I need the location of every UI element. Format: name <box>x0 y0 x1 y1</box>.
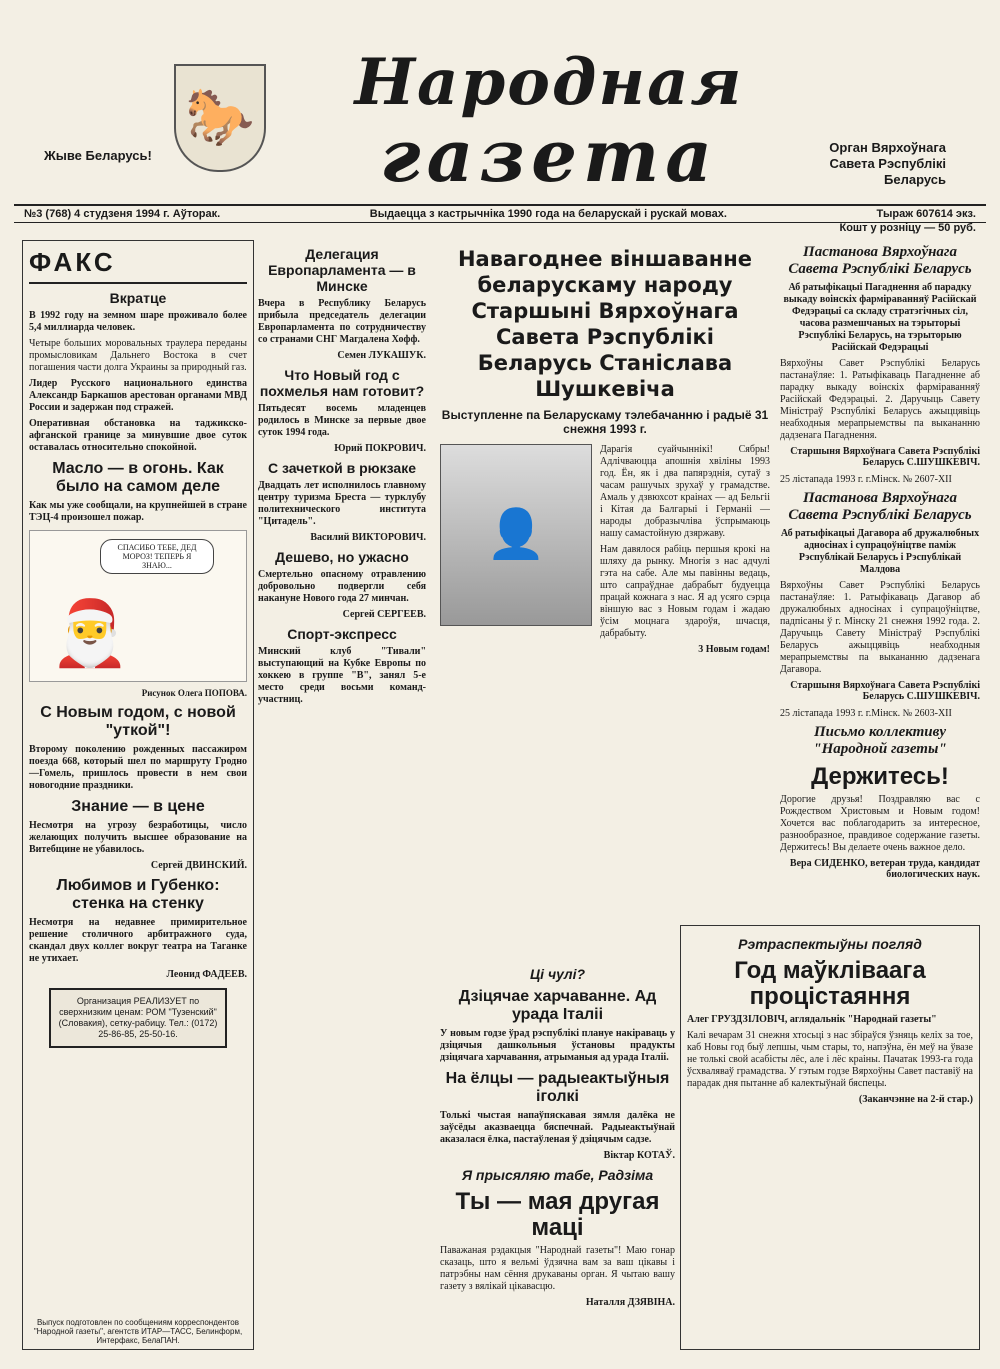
main-article-subtitle: Выступленне па Беларускаму тэлебачанню і радыё 31 снежня 1993 г. <box>441 408 769 436</box>
article-text: Дарагія суайчыннікі! Сябры! Адлічваюцца апошнія хвіліны 1993 год. Ён, як і два папярэднія, сутаў з часам рашучых зрухаў у грамадстве. Амаль у дзвюхсот краінах — ад Бельгіі і Кітая да Балгарыі і Германіі — народы добразычліва ўспрымаюць нашу самастойную дзяржаву. <box>600 444 770 539</box>
cartoon-figure-icon: 🎅 <box>50 598 130 669</box>
article-text: Лидер Русского национального единства Александр Баркашов арестован органами МВД России и задержан под стражей. <box>29 378 247 413</box>
issue-number: №3 (768) 4 студзеня 1994 г. Аўторак. <box>24 208 221 220</box>
price: Кошт у розніцу — 50 руб. <box>839 222 976 234</box>
article-text: Смертельно опасному отравлению добровольно подвергли себя накануне Нового года 27 минчан. <box>258 569 426 604</box>
article-heading: Любимов и Губенко: стенка на стенку <box>56 877 220 912</box>
article-text: Пятьдесят восемь младенцев родилось в Минске за первые двое суток 1994 года. <box>258 403 426 438</box>
byline: Віктар КОТАЎ. <box>603 1150 675 1161</box>
decree-subject: Аб ратыфікацыі Дагавора аб дружалюбных адносінах і супрацоўніцтве паміж Рэспублікай Беларусь і Рэспублікай Малдова <box>780 528 980 575</box>
decree-subject: Аб ратыфікацыі Пагаднення аб парадку выкаду воінскіх фарміраванняў Расійскай Федэрацыі са складу стратэгічных сіл, часова размешчаных на тэрыторыі Рэспублікі Беларусь, на тэрыторыю Расійскай Федэрацыі <box>783 282 977 353</box>
article-heading: Знание — в цене <box>71 798 205 815</box>
article-text: Толькі чыстая напаўпяскавая зямля далёка не заўсёды аказваецца бяспечнай. Радыеактыўнай аказалася ёлка, пастаўленая ў дзіцячым садзе. <box>440 1110 675 1145</box>
coat-of-arms-icon: 🐎 <box>174 64 266 172</box>
fax-footnote: Выпуск подготовлен по сообщениям корреспондентов "Народной газеты", агентств ИТАР—ТАСС, Белинформ, Интерфакс, БелаПАН. <box>33 1318 243 1345</box>
article-text: Второму поколению рожденных пассажиром поезда 668, который шел по маршруту Гродно—Гомель, пришлось провести в нем свои новогодние праздники. <box>29 744 247 791</box>
article-text: Минский клуб "Тивали" выступающий на Кубке Европы по хоккею в группе "B", занял 5-е место среди восьми команд-участниц. <box>258 646 426 705</box>
article-text: Нам давялося рабіць першыя крокі на шляху да рынку. Многія з нас адчулі гэта на сабе. Але мы павінны ведаць, што сапраўднае дабрабыт будуецца працай кожнага з нас. Я ад усяго сэрца віншую вас з Новым годам і жадаю ўсім моцнага здароўя, шчасця, дабрабыту. <box>600 544 770 639</box>
article-closing: 3 Новым годам! <box>698 644 770 655</box>
article-heading: Дзіцячае харчаванне. Ад урада Італіі <box>458 988 657 1023</box>
retrospective-article <box>680 925 980 1350</box>
article-heading: Дешево, но ужасно <box>275 549 409 565</box>
decree-signature: Старшыня Вярхоўнага Савета Рэспублікі Беларусь С.ШУШКЕВІЧ. <box>790 680 980 702</box>
portrait-icon: 👤 <box>486 508 546 561</box>
newspaper-title <box>314 45 784 198</box>
article-text: Несмотря на недавнее примирительное решение столичного арбитражного суда, скандал двух коллег вокруг театра на Таганке не утихает. <box>29 917 247 964</box>
article-text: Калі вечарам 31 снежня хтосьці з нас збіраўся ўзняць келіх за тое, каб Новы год быў лепшы, чым стары, то, напэўна, ён меў на ўвазе не толькі свой асабісты лёс, але і лёс краіны. Пачатак 1993-га года ўсхваляваў грамадства. У гэтым годзе Вярхоўны Савет паставіў на парадак дня пытанне аб калектыўнай бяспецы. <box>687 1030 973 1089</box>
article-text: Оперативная обстановка на таджикско-афганской границе за минувшие двое суток оставалась относительно спокойной. <box>29 418 247 453</box>
organ-label: Орган Вярхоўнага Савета Рэспублікі Беларусь <box>829 140 946 187</box>
article-heading: С Новым годом, с новой "уткой"! <box>40 704 236 739</box>
article-text: В 1992 году на земном шаре проживало более 5,4 миллиарда человек. <box>29 310 247 333</box>
fax-title: ФАКС <box>29 247 247 284</box>
article-text: У новым годзе ўрад рэспублікі плануе накіраваць у дзіцячыя дашкольныя ўстановы прадукты дзіцячага харчавання, атрыманыя ад урада Італіі. <box>440 1028 675 1063</box>
letter-signature: Вера СИДЕНКО, ветеран труда, кандидат биологических наук. <box>789 858 980 880</box>
cartoon <box>29 530 247 682</box>
byline: Сергей ДВИНСКИЙ. <box>150 860 247 871</box>
byline: Василий ВИКТОРОВИЧ. <box>310 532 426 543</box>
letter-title: Держитесь! <box>811 763 949 790</box>
masthead <box>14 8 986 234</box>
portrait-photo <box>440 444 592 626</box>
article-text: Вчера в Республику Беларусь прибыла председатель делегации Европарламента по сотрудничеству со странами СНГ Магдалена Хофф. <box>258 298 426 345</box>
decree-date: 25 лістапада 1993 г. г.Мінск. № 2603-XII <box>780 708 952 719</box>
advertisement: Организация РЕАЛИЗУЕТ по сверхнизким ценам: РОМ "Тузенский" (Словакия), сетку-рабицу. Тел.: (0172) 25-86-85, 25-50-16. <box>49 988 227 1048</box>
decree-text: Вярхоўны Савет Рэспублікі Беларусь пастанаўляе: 1. Ратыфікаваць Пагадненне аб парадку выкаду воінскіх фарміраванняў Расійскай Федэрацыі. 2. Даручыць Савету Міністраў Рэспублікі Беларусь ажыццявіць неабходныя мерапрыемствы па выкананню дадзенага Пагаднення. <box>780 358 980 441</box>
main-article-title: Навагоднее віншаванне беларускаму народу Старшыні Вярхоўнага Савета Рэспублікі Беларусь Станіслава Шушкевіча <box>457 247 753 401</box>
section-kicker: Рэтраспектыўны погляд <box>738 936 922 952</box>
article-heading: Год маўкліваага процістаяння <box>734 957 926 1010</box>
article-heading: Ты — мая другая маці <box>455 1188 660 1241</box>
article-text: Двадцать лет исполнилось главному центру туризма Бреста — турклубу политехнического института "Цитадель". <box>258 480 426 527</box>
article-heading: Делегация Европарламента — в Минске <box>268 246 416 294</box>
section-kicker: Я прысяляю табе, Радзіма <box>461 1167 654 1183</box>
lower-news <box>440 960 675 1350</box>
title-line-2: газета <box>380 113 718 198</box>
article-heading: На ёлцы — радыеактыўныя іголкі <box>445 1070 670 1105</box>
article-heading: Спорт-экспресс <box>287 626 397 642</box>
article-text: Несмотря на угрозу безработицы, число желающих получить высшее образование на Витебщине не убавилось. <box>29 820 247 855</box>
news-column <box>258 240 426 1350</box>
section-kicker: Ці чулі? <box>529 966 586 982</box>
decree-title: Пастанова Вярхоўнага Савета Рэспублікі Беларусь <box>788 490 972 523</box>
author: Алег ГРУЗДЗІЛОВІЧ, аглядальнік "Народнай газеты" <box>687 1014 937 1025</box>
byline: Леонид ФАДЕЕВ. <box>166 969 247 980</box>
article-heading: С зачеткой в рюкзаке <box>267 460 417 476</box>
letter-kicker: Письмо коллективу "Народной газеты" <box>813 724 947 757</box>
continued-note: (Заканчэнне на 2-й стар.) <box>858 1094 973 1105</box>
decree-title: Пастанова Вярхоўнага Савета Рэспублікі Беларусь <box>788 244 972 277</box>
fax-column <box>22 240 254 1350</box>
byline: Наталля ДЗЯВІНА. <box>585 1297 675 1308</box>
article-text: Паважаная рэдакцыя "Народнай газеты"! Маю гонар сказаць, што я вельмі ўдзячна вам за ваш цікавы і патрэбны нам сёння друкаваны орган. Я чытаю вашу газету з вялікай цікавасцю. <box>440 1245 675 1292</box>
cartoon-caption: Рисунок Олега ПОПОВА. <box>141 688 247 698</box>
article-text: Как мы уже сообщали, на крупнейшей в стране ТЭЦ-4 произошел пожар. <box>29 500 247 523</box>
decree-text: Вярхоўны Савет Рэспублікі Беларусь пастанаўляе: 1. Ратыфікаваць Дагавор аб дружалюбных адносінах і супрацоўніцтве, падпісаны ў г. Мінску 21 снежня 1992 года. 2. Даручыць Савету Міністраў Рэспублікі Беларусь ажыццявіць неабходныя мерапрыемствы па выкананню дадзенага Дагавора. <box>780 580 980 675</box>
byline: Сергей СЕРГЕЕВ. <box>342 609 426 620</box>
circulation: Тыраж 607614 экз. <box>876 208 976 220</box>
article-heading: Что Новый год с похмелья нам готовит? <box>259 367 425 399</box>
decrees-column <box>780 240 980 940</box>
founded-note: Выдаецца з кастрычніка 1990 года на беларускай і рускай мовах. <box>369 208 727 220</box>
title-line-1: Народная <box>354 45 744 120</box>
byline: Семен ЛУКАШУК. <box>337 350 426 361</box>
decree-date: 25 лістапада 1993 г. г.Мінск. № 2607-XII <box>780 474 952 485</box>
issue-info-bar <box>14 204 986 223</box>
slogan: Жыве Беларусь! <box>44 148 152 163</box>
article-heading: Вкратце <box>109 290 167 306</box>
decree-signature: Старшыня Вярхоўнага Савета Рэспублікі Беларусь С.ШУШКЕВІЧ. <box>790 446 980 468</box>
letter-text: Дорогие друзья! Поздравляю вас с Рождеством Христовым и Новым годом! Хочется вас поблагодарить за интересное, разнообразное, правдивое содержание газеты. Держитесь! Вы делаете очень важное дело. <box>780 794 980 853</box>
article-text: Четыре больших моровальных траулера переданы промысловикам Дальнего Востока в счет погашения части долга Украины за природный газ. <box>29 338 247 373</box>
main-article <box>440 240 770 970</box>
byline: Юрий ПОКРОВИЧ. <box>334 443 426 454</box>
article-heading: Масло — в огонь. Как было на самом деле <box>52 460 224 495</box>
cartoon-bubble: СПАСИБО ТЕБЕ, ДЕД МОРОЗ! ТЕПЕРЬ Я ЗНАЮ... <box>100 539 214 574</box>
